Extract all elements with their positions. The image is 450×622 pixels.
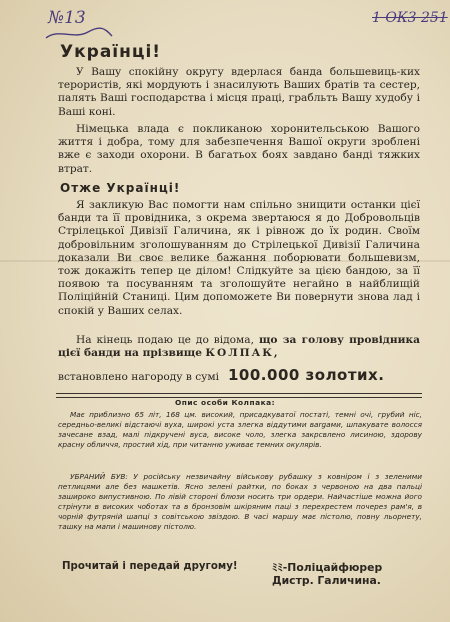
leaflet-subtitle: Отже Українці! bbox=[60, 181, 181, 195]
reward-notice-bold: що за голову провідника цієї банди на прізвище bbox=[58, 334, 420, 360]
leaflet-title: Українці! bbox=[60, 42, 162, 62]
paragraph-intro: У Вашу спокійну округу вдерлася банда большевиць-ких терористів, які мордують і знасилують Ваших братів та сестер, палять Ваші господарства і місця праці, грабльть Вашу худобу і Ваші коні. bbox=[58, 66, 420, 118]
reward-notice-intro: На кінець подаю це до відома, bbox=[76, 334, 254, 346]
signature-line-1: ﾐﾐ-Поліцайфюрер bbox=[272, 561, 383, 574]
reward-row bbox=[58, 368, 420, 390]
description-appearance: Має приблизно 65 літ, 168 цм. високий, присадкуватої постаті, темні очі, грубий ніс, середньо-великі відстаючі вуха, широкі уста злегка віддутими вargами, шпакувате волосся зачесане взад, малі підкручені вуса, високе чоло, злегка закрсвлено лисиною, здорову красну обличчя, простий хід, при читанню уживає темних окулярів. bbox=[58, 410, 422, 450]
description-heading: Опис особи Колпака: bbox=[174, 398, 276, 407]
handwritten-flourish-icon bbox=[44, 26, 114, 42]
reward-pre-text: встановлено нагороду в сумі bbox=[58, 371, 219, 383]
handwritten-archive-code bbox=[372, 10, 448, 26]
signature-line-2: Дистр. Галичина. bbox=[272, 574, 381, 587]
footer-signature bbox=[272, 561, 432, 587]
wanted-name: КОЛПАК, bbox=[205, 347, 280, 360]
paragraph-german-authority: Німецька влада є покликаною хоронительською Вашого життя і добра, тому для забезпечення Вашої округи зроблені вже є заходи охорони. В багатьох боях завдано банді тяжких втрат. bbox=[58, 123, 420, 175]
reward-amount: 100.000 золотих. bbox=[228, 366, 385, 384]
description-clothing: УБРАНИЙ БУВ: У російську незвичайну військову рубашку з ковніром і з зеленими петлицями але без машкетів. Ясно зелені райтки, по боках з червоною на два пальці зашироко випустивною. По лівій стороні блюзи носить три ордери. Найчастіше можна його стрінути в високих чоботах та в бронзовім шкіряним паці з перехрестем почерез рам'я, в чорній футряній шапці з совітською звіздою. В часі маршу має пістолю, повну льорнету, ташку на мапи і машинову пістолю. bbox=[58, 472, 422, 532]
footer-read-and-pass: Прочитай і передай другому! bbox=[62, 561, 238, 572]
paragraph-appeal: Я закликую Вас помогти нам спільно знищити останки цієї банди та її провідника, з окрема звертаюся я до Добровольців Стрілецької Дивізії Галичина, як і рівнож до їх родин. Своїм добровільним зголошуванням до Стрілецької Дивізії Галичина доказали Ви своє велике бажання поборювати большевизм, тож докажіть тепер це ділом! Слідкуйте за цією бандою, за її появою та посуванням та зголошуйте негайно в найблищій Поліційній Станиці. Цим допоможете Ви повернути знова лад і спокій у Ваших селах. bbox=[58, 199, 420, 317]
handwritten-number: №13 bbox=[48, 8, 86, 28]
handwritten-code-text: 1 ОК3 251 bbox=[372, 10, 448, 26]
paragraph-reward-notice bbox=[58, 334, 420, 360]
divider-line bbox=[56, 393, 422, 394]
